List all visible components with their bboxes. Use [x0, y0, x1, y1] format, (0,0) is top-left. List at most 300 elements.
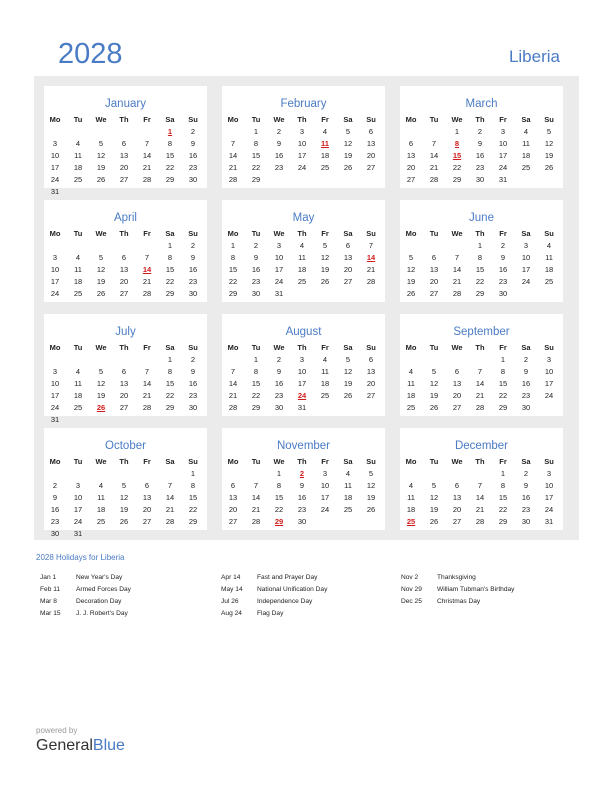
weekday-header: Tu	[429, 343, 439, 352]
day-cell: 5	[98, 367, 104, 376]
day-cell: 9	[276, 139, 282, 148]
day-cell: 4	[322, 127, 328, 136]
month-march	[400, 86, 563, 188]
day-cell: 30	[475, 175, 485, 184]
weekday-header: Tu	[251, 343, 261, 352]
day-cell: 30	[50, 529, 60, 538]
month-name: June	[469, 212, 494, 224]
month-december	[400, 428, 563, 530]
day-cell: 6	[454, 367, 460, 376]
weekday-header: We	[451, 115, 463, 124]
weekday-header: Sa	[521, 457, 531, 466]
day-cell: 27	[119, 289, 129, 298]
day-cell: 24	[50, 403, 60, 412]
day-cell: 4	[408, 367, 414, 376]
day-cell: 18	[320, 151, 330, 160]
day-cell: 1	[167, 355, 173, 364]
day-cell: 26	[406, 289, 416, 298]
day-cell: 18	[73, 391, 83, 400]
day-cell: 15	[274, 493, 284, 502]
weekday-header: Fr	[143, 229, 151, 238]
day-cell: 30	[188, 289, 198, 298]
day-cell: 22	[475, 277, 485, 286]
weekday-header: Su	[366, 229, 376, 238]
day-cell: 13	[119, 379, 129, 388]
weekday-header: Sa	[521, 115, 531, 124]
day-cell: 6	[408, 139, 414, 148]
weekday-header: Sa	[343, 229, 353, 238]
weekday-header: Mo	[405, 343, 417, 352]
day-cell: 6	[431, 253, 437, 262]
day-cell: 8	[477, 253, 483, 262]
weekday-header: Fr	[499, 115, 507, 124]
day-cell: 18	[406, 391, 416, 400]
day-cell: 10	[320, 481, 330, 490]
day-cell: 7	[477, 367, 483, 376]
day-cell: 24	[297, 163, 307, 172]
day-cell: 2	[52, 481, 58, 490]
day-cell: 3	[546, 469, 552, 478]
day-cell: 10	[297, 139, 307, 148]
weekday-header: Fr	[321, 115, 329, 124]
day-cell: 4	[408, 481, 414, 490]
day-cell: 26	[96, 175, 106, 184]
day-cell: 28	[142, 289, 152, 298]
day-cell: 23	[251, 277, 261, 286]
day-cell: 11	[74, 379, 82, 388]
month-october	[44, 428, 207, 538]
day-cell: 26	[366, 505, 376, 514]
day-cell: 31	[50, 415, 60, 424]
day-cell: 17	[521, 265, 531, 274]
day-cell: 3	[52, 367, 58, 376]
day-cell: 25	[544, 277, 554, 286]
holiday-date: Dec 25	[401, 598, 422, 605]
day-cell: 17	[544, 493, 554, 502]
weekday-header: Su	[188, 343, 198, 352]
weekday-header: Tu	[429, 229, 439, 238]
holiday-name: Christmas Day	[437, 598, 481, 605]
weekday-header: Tu	[251, 115, 261, 124]
day-cell: 10	[544, 481, 554, 490]
weekday-header: Sa	[165, 229, 175, 238]
day-cell: 30	[188, 175, 198, 184]
day-cell: 18	[343, 493, 353, 502]
weekday-header: Tu	[73, 115, 83, 124]
day-cell: 9	[523, 481, 529, 490]
day-cell: 25	[73, 289, 83, 298]
day-cell: 2	[190, 127, 196, 136]
day-cell: 26	[429, 403, 439, 412]
holiday-date: Feb 11	[40, 586, 61, 593]
weekday-header: Fr	[143, 115, 151, 124]
powered-by-text: powered by	[36, 726, 78, 735]
day-cell: 26	[343, 163, 353, 172]
holiday-day-cell: 8	[454, 139, 460, 148]
day-cell: 11	[344, 481, 352, 490]
day-cell: 27	[429, 289, 439, 298]
brand-blue: Blue	[92, 737, 125, 754]
generalblue-logo[interactable]	[36, 737, 125, 755]
day-cell: 8	[167, 367, 173, 376]
holiday-date: May 14	[221, 586, 243, 593]
day-cell: 24	[544, 505, 554, 514]
day-cell: 2	[276, 127, 282, 136]
weekday-header: We	[273, 343, 285, 352]
day-cell: 16	[475, 151, 485, 160]
day-cell: 20	[366, 379, 376, 388]
month-november	[222, 428, 385, 530]
day-cell: 4	[299, 241, 305, 250]
month-name: October	[105, 440, 146, 452]
month-name: September	[453, 326, 510, 338]
day-cell: 8	[500, 481, 506, 490]
day-cell: 11	[74, 151, 82, 160]
weekday-header: Th	[475, 343, 485, 352]
weekday-header: Mo	[227, 115, 239, 124]
day-cell: 7	[454, 253, 460, 262]
day-cell: 5	[345, 355, 351, 364]
day-cell: 9	[190, 139, 196, 148]
day-cell: 24	[320, 505, 330, 514]
day-cell: 30	[521, 517, 531, 526]
day-cell: 15	[475, 265, 485, 274]
weekday-header: Sa	[521, 343, 531, 352]
day-cell: 6	[144, 481, 150, 490]
day-cell: 19	[343, 151, 353, 160]
day-cell: 15	[188, 493, 198, 502]
day-cell: 19	[406, 277, 416, 286]
day-cell: 26	[429, 517, 439, 526]
day-cell: 13	[119, 265, 129, 274]
day-cell: 19	[119, 505, 129, 514]
day-cell: 16	[274, 151, 284, 160]
day-cell: 2	[253, 241, 259, 250]
day-cell: 23	[521, 391, 531, 400]
day-cell: 18	[73, 163, 83, 172]
day-cell: 21	[366, 265, 376, 274]
weekday-header: We	[273, 229, 285, 238]
weekday-header: Sa	[521, 229, 531, 238]
day-cell: 23	[274, 391, 284, 400]
day-cell: 21	[429, 163, 439, 172]
day-cell: 13	[228, 493, 238, 502]
day-cell: 6	[121, 253, 127, 262]
day-cell: 31	[297, 403, 307, 412]
month-may	[222, 200, 385, 302]
day-cell: 12	[96, 379, 106, 388]
month-february	[222, 86, 385, 188]
day-cell: 25	[96, 517, 106, 526]
day-cell: 4	[75, 367, 81, 376]
day-cell: 16	[274, 379, 284, 388]
day-cell: 5	[431, 481, 437, 490]
day-cell: 28	[475, 403, 485, 412]
day-cell: 14	[228, 379, 238, 388]
day-cell: 9	[190, 367, 196, 376]
day-cell: 18	[406, 505, 416, 514]
day-cell: 3	[500, 127, 506, 136]
weekday-header: Mo	[405, 229, 417, 238]
weekday-header: Sa	[165, 115, 175, 124]
day-cell: 25	[73, 403, 83, 412]
holiday-name: New Year's Day	[76, 574, 123, 581]
day-cell: 19	[343, 379, 353, 388]
weekday-header: Tu	[429, 457, 439, 466]
day-cell: 22	[251, 391, 261, 400]
day-cell: 20	[119, 391, 129, 400]
day-cell: 23	[188, 277, 198, 286]
weekday-header: Su	[366, 457, 376, 466]
day-cell: 5	[368, 469, 374, 478]
day-cell: 9	[299, 481, 305, 490]
day-cell: 21	[251, 505, 261, 514]
day-cell: 11	[522, 139, 530, 148]
holiday-name: Decoration Day	[76, 598, 122, 605]
weekday-header: Sa	[165, 343, 175, 352]
day-cell: 7	[230, 139, 236, 148]
day-cell: 21	[475, 391, 485, 400]
weekday-header: Th	[119, 343, 129, 352]
day-cell: 20	[228, 505, 238, 514]
day-cell: 19	[96, 277, 106, 286]
day-cell: 28	[452, 289, 462, 298]
day-cell: 10	[73, 493, 83, 502]
day-cell: 31	[544, 517, 554, 526]
day-cell: 17	[50, 163, 60, 172]
day-cell: 4	[98, 481, 104, 490]
day-cell: 30	[297, 517, 307, 526]
day-cell: 17	[274, 265, 284, 274]
day-cell: 7	[144, 139, 150, 148]
holiday-name: Armed Forces Day	[76, 586, 131, 593]
day-cell: 12	[96, 151, 106, 160]
day-cell: 9	[500, 253, 506, 262]
day-cell: 24	[544, 391, 554, 400]
weekday-header: Fr	[321, 457, 329, 466]
day-cell: 26	[544, 163, 554, 172]
holiday-day-cell: 29	[274, 517, 284, 526]
day-cell: 9	[477, 139, 483, 148]
day-cell: 1	[167, 241, 173, 250]
day-cell: 25	[320, 391, 330, 400]
weekday-header: Fr	[321, 229, 329, 238]
day-cell: 4	[75, 139, 81, 148]
day-cell: 15	[498, 379, 508, 388]
day-cell: 10	[521, 253, 531, 262]
day-cell: 3	[322, 469, 328, 478]
month-january	[44, 86, 207, 196]
day-cell: 29	[165, 289, 175, 298]
day-cell: 31	[50, 187, 60, 196]
day-cell: 8	[253, 367, 259, 376]
weekday-header: Mo	[227, 457, 239, 466]
day-cell: 18	[297, 265, 307, 274]
day-cell: 22	[188, 505, 198, 514]
day-cell: 13	[452, 379, 462, 388]
day-cell: 4	[345, 469, 351, 478]
day-cell: 27	[452, 403, 462, 412]
day-cell: 1	[253, 355, 259, 364]
day-cell: 16	[188, 265, 198, 274]
day-cell: 15	[165, 379, 175, 388]
day-cell: 3	[52, 253, 58, 262]
day-cell: 2	[477, 127, 483, 136]
holiday-date: Aug 24	[221, 610, 242, 617]
day-cell: 23	[521, 505, 531, 514]
day-cell: 2	[276, 355, 282, 364]
day-cell: 12	[406, 265, 416, 274]
day-cell: 20	[366, 151, 376, 160]
day-cell: 18	[544, 265, 554, 274]
weekday-header: Tu	[251, 457, 261, 466]
weekday-header: Sa	[343, 115, 353, 124]
weekday-header: Su	[544, 229, 554, 238]
day-cell: 12	[320, 253, 330, 262]
day-cell: 20	[142, 505, 152, 514]
day-cell: 8	[500, 367, 506, 376]
day-cell: 21	[165, 505, 175, 514]
day-cell: 22	[274, 505, 284, 514]
weekday-header: Sa	[165, 457, 175, 466]
day-cell: 17	[544, 379, 554, 388]
day-cell: 3	[299, 355, 305, 364]
day-cell: 17	[297, 379, 307, 388]
day-cell: 20	[343, 265, 353, 274]
day-cell: 14	[251, 493, 261, 502]
day-cell: 8	[167, 253, 173, 262]
day-cell: 23	[498, 277, 508, 286]
day-cell: 28	[366, 277, 376, 286]
day-cell: 13	[452, 493, 462, 502]
day-cell: 14	[452, 265, 462, 274]
weekday-header: Th	[297, 343, 307, 352]
day-cell: 10	[50, 379, 60, 388]
holiday-day-cell: 2	[299, 469, 305, 478]
weekday-header: Tu	[251, 229, 261, 238]
holiday-name: Flag Day	[257, 610, 284, 617]
day-cell: 21	[142, 391, 152, 400]
day-cell: 27	[366, 163, 376, 172]
day-cell: 25	[406, 403, 416, 412]
day-cell: 22	[498, 505, 508, 514]
day-cell: 21	[142, 277, 152, 286]
day-cell: 19	[96, 163, 106, 172]
day-cell: 13	[343, 253, 353, 262]
day-cell: 29	[165, 175, 175, 184]
day-cell: 11	[545, 253, 553, 262]
day-cell: 14	[228, 151, 238, 160]
day-cell: 16	[50, 505, 60, 514]
day-cell: 15	[498, 493, 508, 502]
weekday-header: Th	[119, 229, 129, 238]
day-cell: 11	[298, 253, 306, 262]
day-cell: 10	[498, 139, 508, 148]
day-cell: 15	[165, 151, 175, 160]
day-cell: 8	[253, 139, 259, 148]
day-cell: 14	[165, 493, 175, 502]
day-cell: 22	[165, 277, 175, 286]
weekday-header: Sa	[343, 457, 353, 466]
month-name: May	[292, 212, 315, 224]
day-cell: 11	[321, 367, 329, 376]
weekday-header: Th	[475, 115, 485, 124]
day-cell: 20	[119, 277, 129, 286]
day-cell: 12	[429, 379, 439, 388]
day-cell: 6	[121, 367, 127, 376]
day-cell: 23	[188, 163, 198, 172]
day-cell: 1	[500, 355, 506, 364]
day-cell: 16	[188, 151, 198, 160]
day-cell: 13	[429, 265, 439, 274]
holiday-day-cell: 14	[366, 253, 376, 262]
month-name: December	[454, 440, 509, 452]
day-cell: 3	[299, 127, 305, 136]
day-cell: 13	[142, 493, 152, 502]
day-cell: 22	[228, 277, 238, 286]
day-cell: 11	[407, 379, 415, 388]
day-cell: 11	[407, 493, 415, 502]
day-cell: 20	[452, 505, 462, 514]
holiday-name: J. J. Robert's Day	[76, 610, 128, 617]
day-cell: 4	[75, 253, 81, 262]
day-cell: 9	[276, 367, 282, 376]
weekday-header: Mo	[405, 115, 417, 124]
weekday-header: Th	[119, 457, 129, 466]
month-name: January	[105, 98, 146, 110]
day-cell: 20	[406, 163, 416, 172]
weekday-header: Mo	[405, 457, 417, 466]
day-cell: 22	[165, 163, 175, 172]
holiday-name: Thanksgiving	[437, 574, 476, 581]
country-title: Liberia	[508, 47, 560, 66]
weekday-header: Fr	[499, 229, 507, 238]
day-cell: 28	[165, 517, 175, 526]
day-cell: 19	[544, 151, 554, 160]
day-cell: 30	[188, 403, 198, 412]
holiday-day-cell: 24	[297, 391, 307, 400]
day-cell: 27	[119, 175, 129, 184]
day-cell: 16	[521, 493, 531, 502]
day-cell: 31	[274, 289, 284, 298]
day-cell: 25	[521, 163, 531, 172]
day-cell: 21	[228, 163, 238, 172]
day-cell: 3	[52, 139, 58, 148]
day-cell: 7	[167, 481, 173, 490]
day-cell: 27	[452, 517, 462, 526]
weekday-header: Th	[119, 115, 129, 124]
weekday-header: Tu	[73, 457, 83, 466]
month-name: April	[113, 212, 137, 224]
holiday-date: Nov 29	[401, 586, 422, 593]
day-cell: 23	[188, 391, 198, 400]
day-cell: 20	[119, 163, 129, 172]
holiday-name: Fast and Prayer Day	[257, 574, 318, 581]
day-cell: 10	[274, 253, 284, 262]
day-cell: 27	[406, 175, 416, 184]
day-cell: 13	[366, 139, 376, 148]
day-cell: 27	[366, 391, 376, 400]
day-cell: 14	[142, 379, 152, 388]
month-name: February	[280, 98, 327, 110]
day-cell: 9	[52, 493, 58, 502]
day-cell: 16	[297, 493, 307, 502]
day-cell: 28	[142, 175, 152, 184]
day-cell: 8	[230, 253, 236, 262]
day-cell: 12	[429, 493, 439, 502]
day-cell: 26	[320, 277, 330, 286]
day-cell: 8	[276, 481, 282, 490]
